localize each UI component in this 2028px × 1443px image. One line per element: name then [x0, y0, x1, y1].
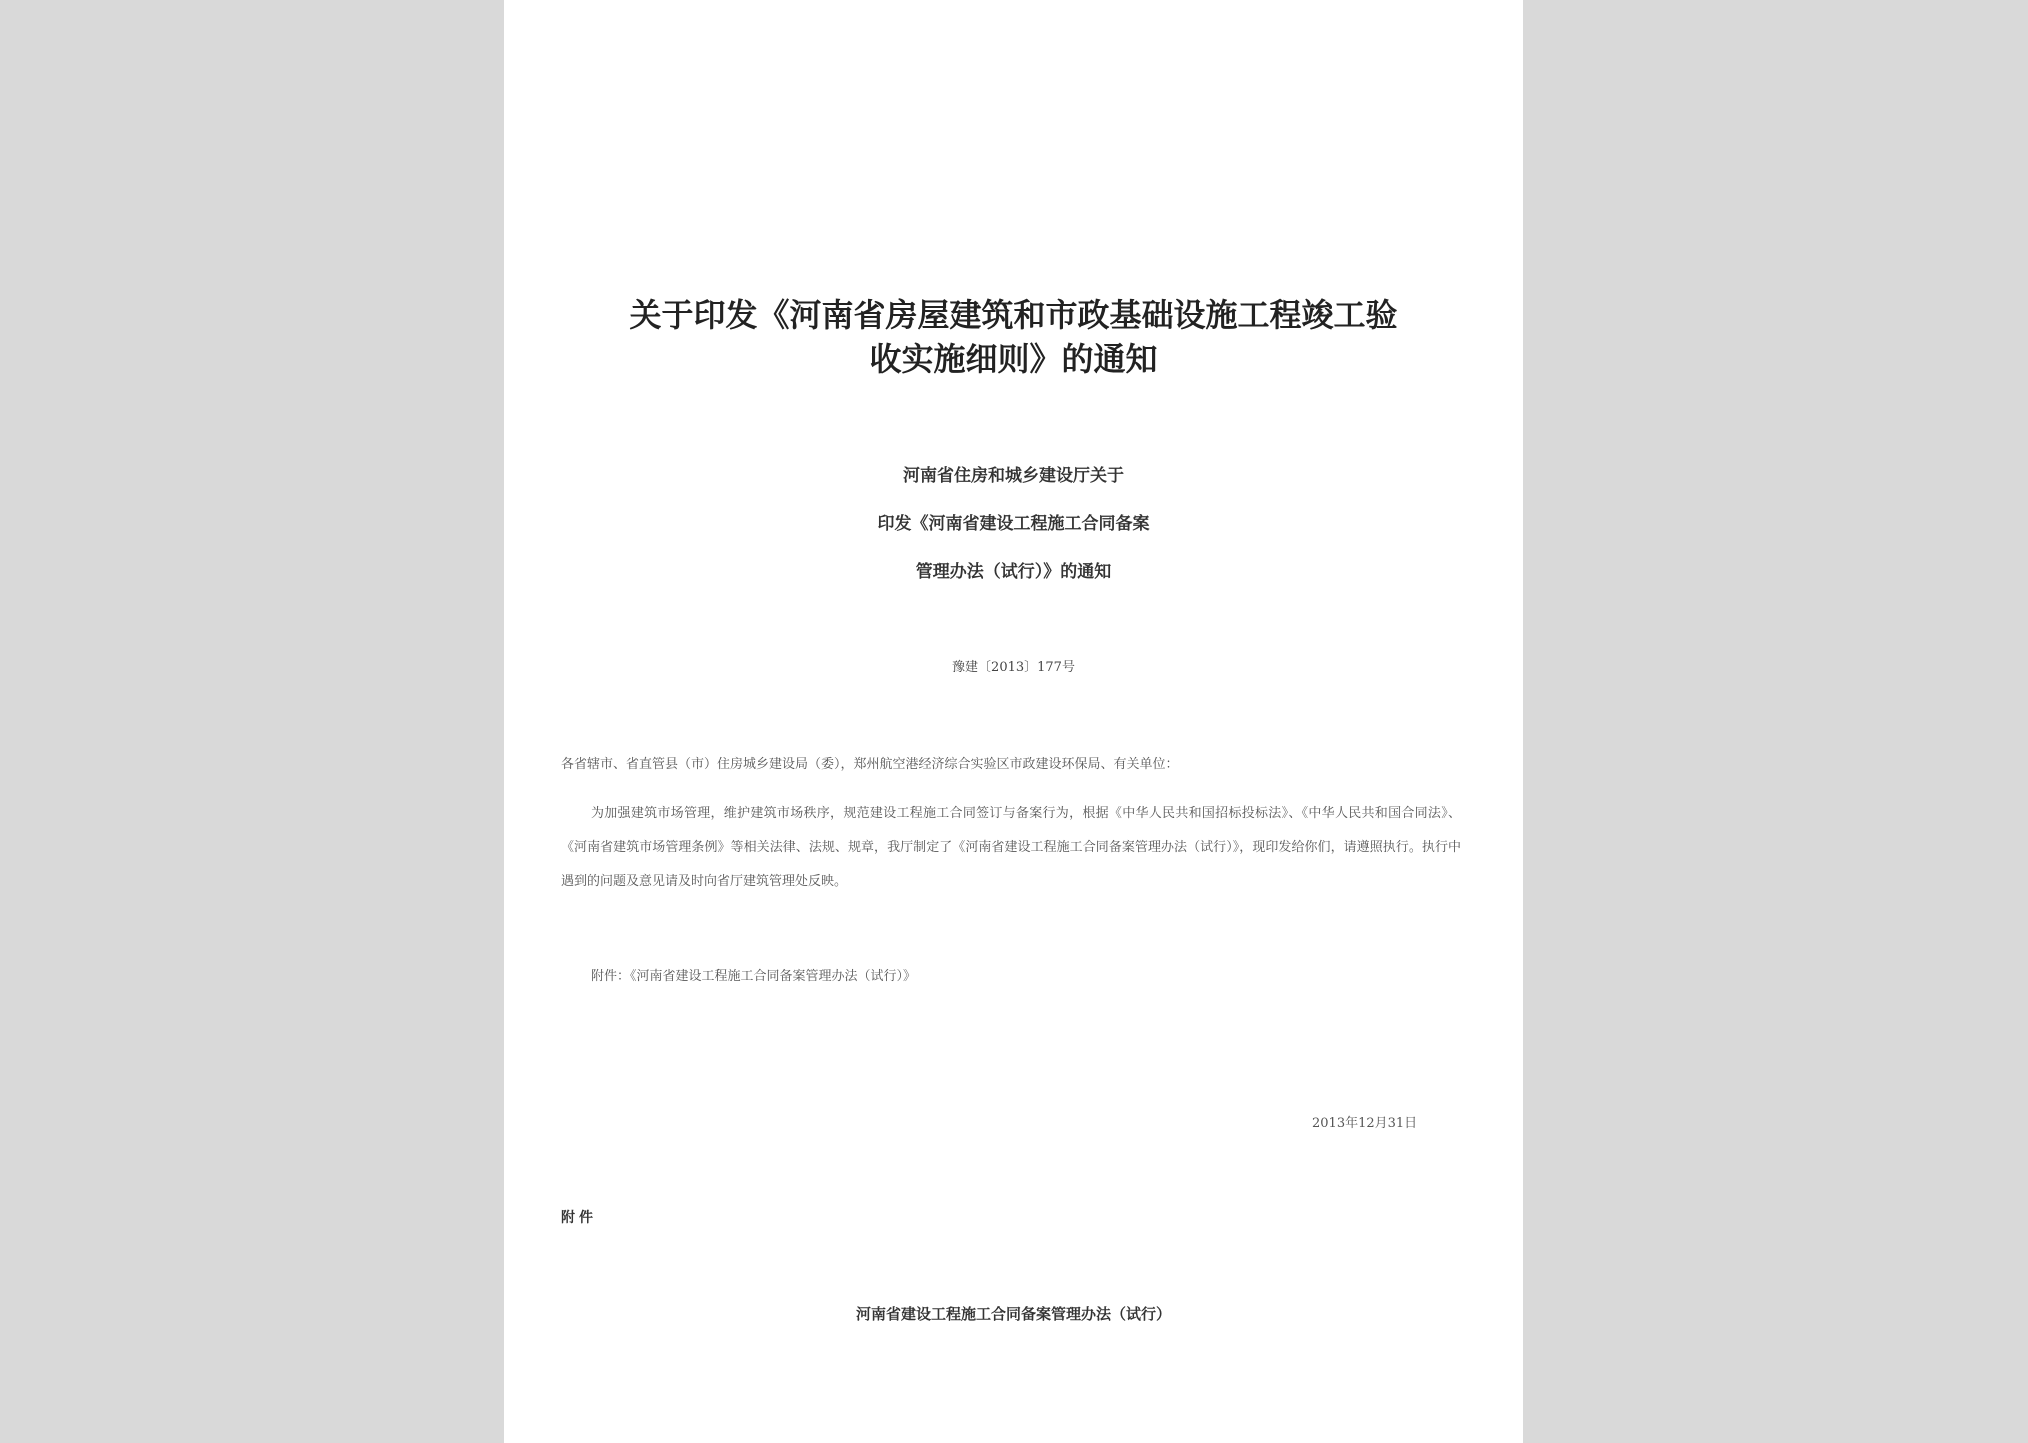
attachment-title: 河南省建设工程施工合同备案管理办法（试行） — [855, 1305, 1171, 1323]
issue-date: 2013年12月31日 — [1312, 1116, 1418, 1131]
subheading-line-3: 管理办法（试行）》的通知 — [915, 562, 1112, 582]
attachment-line: 附件：《河南省建设工程施工合同备案管理办法（试行）》 — [591, 969, 917, 984]
title-line-1: 关于印发《河南省房屋建筑和市政基础设施工程竣工验 — [629, 296, 1398, 334]
subheading-line-2: 印发《河南省建设工程施工合同备案 — [877, 514, 1150, 534]
document-number: 豫建〔2013〕177号 — [952, 660, 1075, 675]
subheading-line-1: 河南省住房和城乡建设厅关于 — [903, 466, 1124, 486]
addressee-line: 各省辖市、省直管县（市）住房城乡建设局（委），郑州航空港经济综合实验区市政建设环保局、有关单位： — [561, 757, 1179, 772]
title-line-2: 收实施细则》的通知 — [869, 340, 1158, 378]
attachment-heading: 附件 — [561, 1210, 597, 1226]
body-paragraph: 为加强建筑市场管理，维护建筑市场秩序，规范建设工程施工合同签订与备案行为，根据《中华人民共和国招标投标法》、《中华人民共和国合同法》、《河南省建筑市场管理条例》等相关法律、法规、规章，我厅制定了《河南省建设工程施工合同备案管理办法（试行）》，现印发给你们，请遵照执行。执行中遇到的问题及意见请及时向省厅建筑管理处反映。 — [561, 806, 1461, 889]
document-page — [504, 0, 1523, 1443]
document-title — [564, 293, 1463, 381]
